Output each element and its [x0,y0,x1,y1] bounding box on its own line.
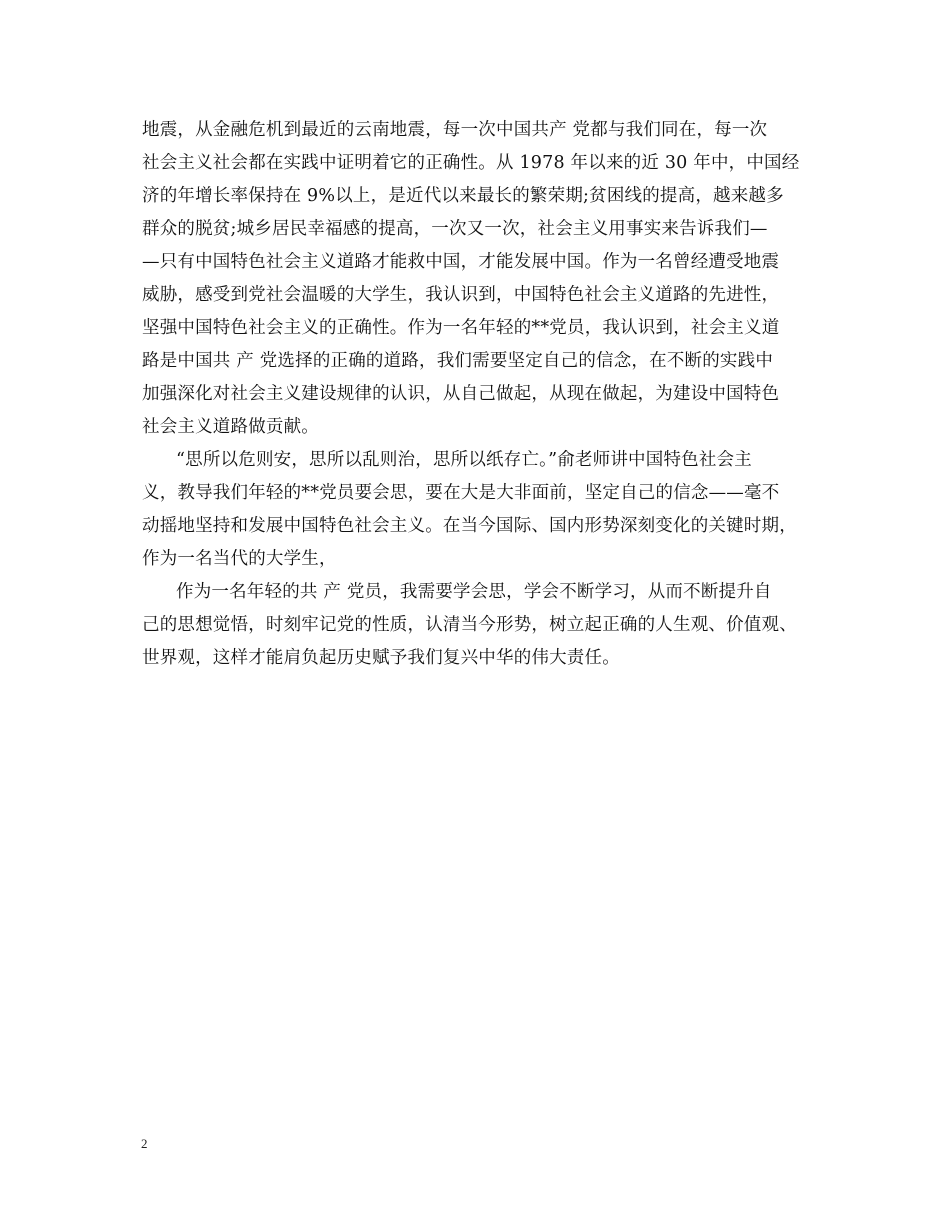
text-line: 地震，从金融危机到最近的云南地震，每一次中国共产 党都与我们同在，每一次 [142,120,768,140]
page-number: 2 [141,1136,148,1151]
text-line: 济的年增长率保持在 9%以上，是近代以来最长的繁荣期;贫困线的提高，越来越多 [142,186,784,206]
text-line: 社会主义社会都在实践中证明着它的正确性。从 1978 年以来的近 30 年中，中国经 [142,153,800,173]
text-line: 加强深化对社会主义建设规律的认识，从自己做起，从现在做起，为建设中国特色 [142,384,780,404]
paragraph [142,444,822,576]
text-line: 路是中国共 产 党选择的正确的道路，我们需要坚定自己的信念，在不断的实践中 [142,351,774,371]
text-line: “思所以危则安，思所以乱则治，思所以纸存亡。”俞老师讲中国特色社会主 [176,450,752,470]
text-line: 社会主义道路做贡献。 [142,417,319,437]
text-line: 义，教导我们年轻的**党员要会思，要在大是大非面前，坚定自己的信念——毫不 [142,483,780,503]
text-line: —只有中国特色社会主义道路才能救中国，才能发展中国。作为一名曾经遭受地震 [142,252,780,272]
text-line: 作为一名当代的大学生， [142,549,337,569]
text-line: 威胁，感受到党社会温暖的大学生，我认识到，中国特色社会主义道路的先进性， [142,285,780,305]
text-line: 己的思想觉悟，时刻牢记党的性质，认清当今形势，树立起正确的人生观、价值观、 [142,615,797,635]
paragraph [142,114,822,444]
document-body [142,114,822,675]
paragraph [142,576,822,675]
text-line: 群众的脱贫;城乡居民幸福感的提高，一次又一次，社会主义用事实来告诉我们— [142,219,768,239]
text-line: 世界观，这样才能肩负起历史赋予我们复兴中华的伟大责任。 [142,648,620,668]
text-line: 动摇地坚持和发展中国特色社会主义。在当今国际、国内形势深刻变化的关键时期， [142,516,797,536]
text-line: 作为一名年轻的共 产 党员，我需要学会思，学会不断学习，从而不断提升自 [176,582,772,602]
text-line: 坚强中国特色社会主义的正确性。作为一名年轻的**党员，我认识到，社会主义道 [142,318,780,338]
